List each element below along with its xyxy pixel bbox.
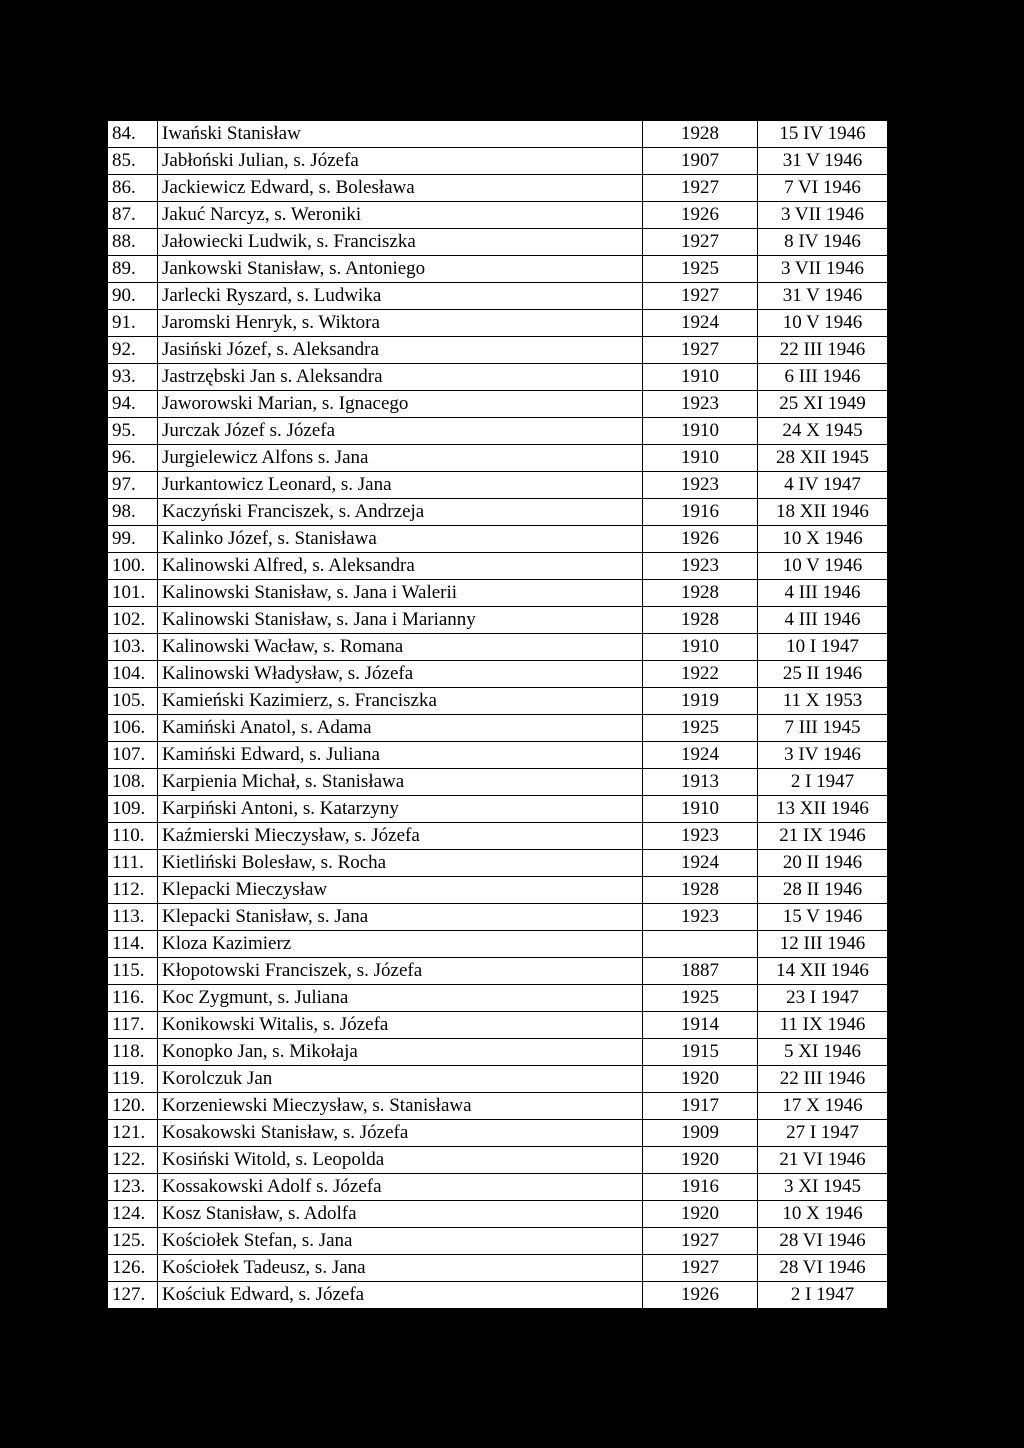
table-row: [108, 229, 888, 256]
record-date: 22 III 1946: [758, 337, 888, 364]
table-row: [108, 553, 888, 580]
birth-year: 1927: [643, 229, 758, 256]
row-number: 86.: [108, 175, 158, 202]
person-name: Jackiewicz Edward, s. Bolesława: [158, 175, 643, 202]
person-name: Jałowiecki Ludwik, s. Franciszka: [158, 229, 643, 256]
person-name: Kłopotowski Franciszek, s. Józefa: [158, 958, 643, 985]
record-date: 28 II 1946: [758, 877, 888, 904]
table-row: [108, 769, 888, 796]
person-name: Koc Zygmunt, s. Juliana: [158, 985, 643, 1012]
birth-year: 1928: [643, 580, 758, 607]
row-number: 113.: [108, 904, 158, 931]
row-number: 114.: [108, 931, 158, 958]
birth-year: 1923: [643, 904, 758, 931]
birth-year: 1924: [643, 850, 758, 877]
record-date: 15 IV 1946: [758, 121, 888, 148]
person-name: Klepacki Mieczysław: [158, 877, 643, 904]
row-number: 118.: [108, 1039, 158, 1066]
birth-year: 1923: [643, 823, 758, 850]
table-row: [108, 1282, 888, 1309]
birth-year: 1910: [643, 418, 758, 445]
row-number: 119.: [108, 1066, 158, 1093]
table-row: [108, 121, 888, 148]
birth-year: 1910: [643, 796, 758, 823]
birth-year: 1923: [643, 391, 758, 418]
record-date: 23 I 1947: [758, 985, 888, 1012]
birth-year: 1927: [643, 1255, 758, 1282]
record-date: 3 IV 1946: [758, 742, 888, 769]
person-name: Kościołek Tadeusz, s. Jana: [158, 1255, 643, 1282]
table-row: [108, 1012, 888, 1039]
person-name: Karpienia Michał, s. Stanisława: [158, 769, 643, 796]
row-number: 93.: [108, 364, 158, 391]
person-name: Jasiński Józef, s. Aleksandra: [158, 337, 643, 364]
birth-year: 1916: [643, 499, 758, 526]
record-date: 14 XII 1946: [758, 958, 888, 985]
birth-year: 1924: [643, 742, 758, 769]
birth-year: 1907: [643, 148, 758, 175]
person-name: Kossakowski Adolf s. Józefa: [158, 1174, 643, 1201]
table-row: [108, 985, 888, 1012]
person-name: Kalinowski Alfred, s. Aleksandra: [158, 553, 643, 580]
person-name: Karpiński Antoni, s. Katarzyny: [158, 796, 643, 823]
birth-year: 1917: [643, 1093, 758, 1120]
records-table: [107, 120, 888, 1309]
row-number: 92.: [108, 337, 158, 364]
row-number: 88.: [108, 229, 158, 256]
record-date: 28 VI 1946: [758, 1255, 888, 1282]
person-name: Kosz Stanisław, s. Adolfa: [158, 1201, 643, 1228]
birth-year: 1928: [643, 607, 758, 634]
person-name: Kamieński Kazimierz, s. Franciszka: [158, 688, 643, 715]
person-name: Konopko Jan, s. Mikołaja: [158, 1039, 643, 1066]
row-number: 120.: [108, 1093, 158, 1120]
record-date: 25 II 1946: [758, 661, 888, 688]
person-name: Kloza Kazimierz: [158, 931, 643, 958]
birth-year: 1922: [643, 661, 758, 688]
person-name: Jurczak Józef s. Józefa: [158, 418, 643, 445]
record-date: 11 IX 1946: [758, 1012, 888, 1039]
row-number: 112.: [108, 877, 158, 904]
row-number: 95.: [108, 418, 158, 445]
person-name: Kościołek Stefan, s. Jana: [158, 1228, 643, 1255]
person-name: Jaromski Henryk, s. Wiktora: [158, 310, 643, 337]
record-date: 25 XI 1949: [758, 391, 888, 418]
table-row: [108, 661, 888, 688]
person-name: Kalinko Józef, s. Stanisława: [158, 526, 643, 553]
row-number: 84.: [108, 121, 158, 148]
record-date: 10 V 1946: [758, 553, 888, 580]
record-date: 22 III 1946: [758, 1066, 888, 1093]
row-number: 122.: [108, 1147, 158, 1174]
person-name: Kalinowski Wacław, s. Romana: [158, 634, 643, 661]
person-name: Konikowski Witalis, s. Józefa: [158, 1012, 643, 1039]
birth-year: 1924: [643, 310, 758, 337]
birth-year: 1920: [643, 1147, 758, 1174]
row-number: 102.: [108, 607, 158, 634]
row-number: 103.: [108, 634, 158, 661]
table-row: [108, 256, 888, 283]
person-name: Kaźmierski Mieczysław, s. Józefa: [158, 823, 643, 850]
person-name: Korolczuk Jan: [158, 1066, 643, 1093]
birth-year: 1926: [643, 202, 758, 229]
row-number: 104.: [108, 661, 158, 688]
table-row: [108, 175, 888, 202]
table-row: [108, 742, 888, 769]
birth-year: 1926: [643, 526, 758, 553]
row-number: 97.: [108, 472, 158, 499]
table-row: [108, 1120, 888, 1147]
person-name: Kościuk Edward, s. Józefa: [158, 1282, 643, 1309]
record-date: 2 I 1947: [758, 769, 888, 796]
birth-year: 1920: [643, 1201, 758, 1228]
birth-year: 1914: [643, 1012, 758, 1039]
records-table-body: [108, 121, 888, 1309]
record-date: 7 III 1945: [758, 715, 888, 742]
row-number: 127.: [108, 1282, 158, 1309]
record-date: 4 III 1946: [758, 580, 888, 607]
birth-year: 1928: [643, 121, 758, 148]
row-number: 109.: [108, 796, 158, 823]
record-date: 10 V 1946: [758, 310, 888, 337]
record-date: 21 IX 1946: [758, 823, 888, 850]
birth-year: 1925: [643, 715, 758, 742]
row-number: 100.: [108, 553, 158, 580]
person-name: Kosakowski Stanisław, s. Józefa: [158, 1120, 643, 1147]
row-number: 91.: [108, 310, 158, 337]
person-name: Korzeniewski Mieczysław, s. Stanisława: [158, 1093, 643, 1120]
birth-year: 1909: [643, 1120, 758, 1147]
row-number: 90.: [108, 283, 158, 310]
row-number: 87.: [108, 202, 158, 229]
birth-year: 1916: [643, 1174, 758, 1201]
table-row: [108, 877, 888, 904]
row-number: 98.: [108, 499, 158, 526]
record-date: 4 IV 1947: [758, 472, 888, 499]
table-row: [108, 148, 888, 175]
record-date: 10 I 1947: [758, 634, 888, 661]
record-date: 24 X 1945: [758, 418, 888, 445]
record-date: 10 X 1946: [758, 1201, 888, 1228]
person-name: Jarlecki Ryszard, s. Ludwika: [158, 283, 643, 310]
person-name: Jaworowski Marian, s. Ignacego: [158, 391, 643, 418]
row-number: 123.: [108, 1174, 158, 1201]
birth-year: 1887: [643, 958, 758, 985]
record-date: 5 XI 1946: [758, 1039, 888, 1066]
birth-year: 1925: [643, 256, 758, 283]
person-name: Jastrzębski Jan s. Aleksandra: [158, 364, 643, 391]
person-name: Jakuć Narcyz, s. Weroniki: [158, 202, 643, 229]
table-row: [108, 499, 888, 526]
row-number: 125.: [108, 1228, 158, 1255]
row-number: 101.: [108, 580, 158, 607]
person-name: Jurgielewicz Alfons s. Jana: [158, 445, 643, 472]
table-row: [108, 283, 888, 310]
record-date: 12 III 1946: [758, 931, 888, 958]
birth-year: 1915: [643, 1039, 758, 1066]
table-row: [108, 1066, 888, 1093]
person-name: Kamiński Edward, s. Juliana: [158, 742, 643, 769]
row-number: 117.: [108, 1012, 158, 1039]
person-name: Iwański Stanisław: [158, 121, 643, 148]
table-row: [108, 418, 888, 445]
record-date: 3 XI 1945: [758, 1174, 888, 1201]
birth-year: 1927: [643, 283, 758, 310]
table-row: [108, 1201, 888, 1228]
row-number: 105.: [108, 688, 158, 715]
birth-year: 1928: [643, 877, 758, 904]
table-row: [108, 445, 888, 472]
person-name: Jabłoński Julian, s. Józefa: [158, 148, 643, 175]
record-date: 4 III 1946: [758, 607, 888, 634]
row-number: 99.: [108, 526, 158, 553]
row-number: 107.: [108, 742, 158, 769]
table-row: [108, 1039, 888, 1066]
record-date: 6 III 1946: [758, 364, 888, 391]
table-row: [108, 580, 888, 607]
record-date: 3 VII 1946: [758, 256, 888, 283]
birth-year: 1923: [643, 472, 758, 499]
record-date: 31 V 1946: [758, 148, 888, 175]
birth-year: 1910: [643, 445, 758, 472]
row-number: 94.: [108, 391, 158, 418]
row-number: 89.: [108, 256, 158, 283]
record-date: 8 IV 1946: [758, 229, 888, 256]
table-row: [108, 526, 888, 553]
row-number: 124.: [108, 1201, 158, 1228]
person-name: Kietliński Bolesław, s. Rocha: [158, 850, 643, 877]
table-row: [108, 688, 888, 715]
record-date: 28 XII 1945: [758, 445, 888, 472]
table-row: [108, 1255, 888, 1282]
table-row: [108, 634, 888, 661]
person-name: Jurkantowicz Leonard, s. Jana: [158, 472, 643, 499]
person-name: Kosiński Witold, s. Leopolda: [158, 1147, 643, 1174]
table-row: [108, 472, 888, 499]
record-date: 31 V 1946: [758, 283, 888, 310]
birth-year: [643, 931, 758, 958]
row-number: 96.: [108, 445, 158, 472]
table-row: [108, 958, 888, 985]
person-name: Kalinowski Stanisław, s. Jana i Marianny: [158, 607, 643, 634]
person-name: Klepacki Stanisław, s. Jana: [158, 904, 643, 931]
row-number: 121.: [108, 1120, 158, 1147]
record-date: 13 XII 1946: [758, 796, 888, 823]
person-name: Kaczyński Franciszek, s. Andrzeja: [158, 499, 643, 526]
table-row: [108, 823, 888, 850]
row-number: 85.: [108, 148, 158, 175]
record-date: 17 X 1946: [758, 1093, 888, 1120]
record-date: 11 X 1953: [758, 688, 888, 715]
person-name: Jankowski Stanisław, s. Antoniego: [158, 256, 643, 283]
record-date: 20 II 1946: [758, 850, 888, 877]
row-number: 110.: [108, 823, 158, 850]
table-row: [108, 1147, 888, 1174]
birth-year: 1927: [643, 337, 758, 364]
record-date: 15 V 1946: [758, 904, 888, 931]
record-date: 10 X 1946: [758, 526, 888, 553]
row-number: 126.: [108, 1255, 158, 1282]
birth-year: 1925: [643, 985, 758, 1012]
table-row: [108, 202, 888, 229]
person-name: Kalinowski Władysław, s. Józefa: [158, 661, 643, 688]
person-name: Kamiński Anatol, s. Adama: [158, 715, 643, 742]
row-number: 115.: [108, 958, 158, 985]
table-row: [108, 1093, 888, 1120]
record-date: 18 XII 1946: [758, 499, 888, 526]
table-row: [108, 310, 888, 337]
table-row: [108, 796, 888, 823]
table-row: [108, 931, 888, 958]
row-number: 106.: [108, 715, 158, 742]
birth-year: 1926: [643, 1282, 758, 1309]
birth-year: 1927: [643, 1228, 758, 1255]
birth-year: 1920: [643, 1066, 758, 1093]
birth-year: 1913: [643, 769, 758, 796]
table-row: [108, 1174, 888, 1201]
record-date: 21 VI 1946: [758, 1147, 888, 1174]
record-date: 3 VII 1946: [758, 202, 888, 229]
birth-year: 1919: [643, 688, 758, 715]
table-row: [108, 904, 888, 931]
record-date: 27 I 1947: [758, 1120, 888, 1147]
birth-year: 1910: [643, 634, 758, 661]
record-date: 28 VI 1946: [758, 1228, 888, 1255]
record-date: 2 I 1947: [758, 1282, 888, 1309]
person-name: Kalinowski Stanisław, s. Jana i Walerii: [158, 580, 643, 607]
table-row: [108, 337, 888, 364]
row-number: 111.: [108, 850, 158, 877]
table-row: [108, 364, 888, 391]
row-number: 116.: [108, 985, 158, 1012]
table-row: [108, 1228, 888, 1255]
table-row: [108, 715, 888, 742]
table-row: [108, 850, 888, 877]
table-row: [108, 391, 888, 418]
table-row: [108, 607, 888, 634]
birth-year: 1923: [643, 553, 758, 580]
record-date: 7 VI 1946: [758, 175, 888, 202]
birth-year: 1910: [643, 364, 758, 391]
birth-year: 1927: [643, 175, 758, 202]
row-number: 108.: [108, 769, 158, 796]
